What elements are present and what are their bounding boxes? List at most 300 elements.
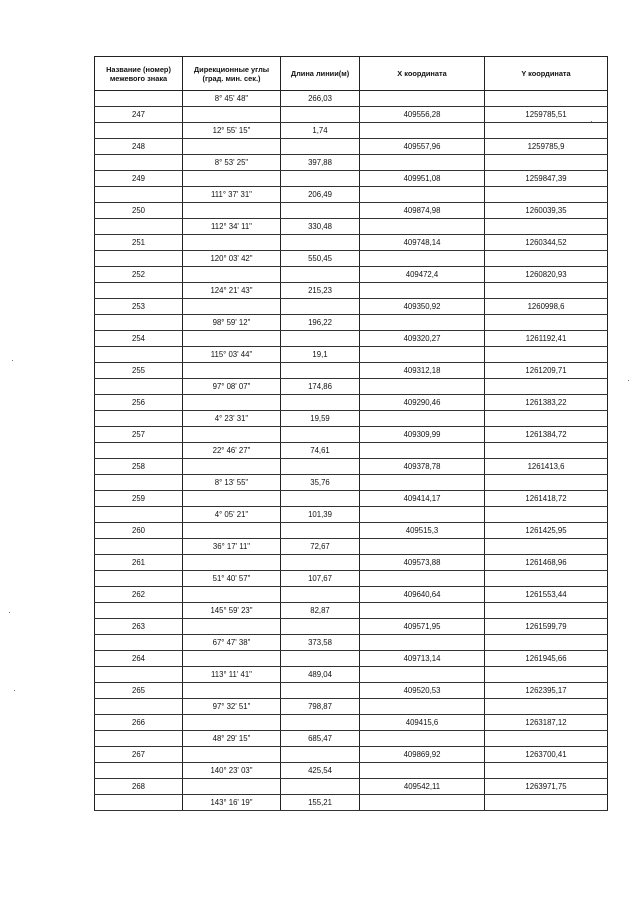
segment-bearing-text: 8° 13' 55": [214, 478, 249, 487]
mark-y-coordinate-text: 1261468,96: [525, 558, 567, 567]
mark-x-coordinate-text: 409713,14: [403, 654, 441, 663]
segment-name-empty: [95, 443, 183, 459]
segment-length: [281, 603, 360, 619]
segment-name-empty: [95, 475, 183, 491]
mark-y-coordinate-text: 1261418,72: [525, 494, 567, 503]
segment-row: [95, 187, 608, 203]
segment-x-empty: [360, 539, 485, 555]
segment-row: [95, 763, 608, 779]
mark-x-coordinate-text: 409378,78: [403, 462, 441, 471]
mark-x-coordinate: [360, 427, 485, 443]
mark-bearing-empty: [183, 651, 281, 667]
mark-row: [95, 139, 608, 155]
segment-row: [95, 731, 608, 747]
mark-name-text: 248: [131, 142, 145, 151]
segment-bearing-text: 4° 23' 31": [214, 414, 249, 423]
mark-name: [95, 427, 183, 443]
mark-x-coordinate-text: 409515,3: [405, 526, 439, 535]
segment-x-empty: [360, 635, 485, 651]
mark-x-coordinate-text: 409290,46: [403, 398, 441, 407]
header-bearing: [183, 57, 281, 91]
mark-y-coordinate-text: 1260039,35: [525, 206, 567, 215]
mark-name-text: 261: [131, 558, 145, 567]
mark-name-text: 249: [131, 174, 145, 183]
segment-bearing: [183, 187, 281, 203]
segment-y-empty: [485, 635, 608, 651]
mark-x-coordinate: [360, 203, 485, 219]
mark-length-empty: [281, 395, 360, 411]
segment-length: [281, 475, 360, 491]
mark-row: [95, 171, 608, 187]
segment-bearing: [183, 699, 281, 715]
segment-bearing-text: 115° 03' 44": [210, 350, 253, 359]
header-mark-name-line1: Название (номер): [106, 64, 171, 74]
mark-x-coordinate: [360, 523, 485, 539]
mark-bearing-empty: [183, 395, 281, 411]
mark-bearing-empty: [183, 299, 281, 315]
segment-y-empty: [485, 315, 608, 331]
mark-y-coordinate: [485, 715, 608, 731]
mark-y-coordinate-text: 1263187,12: [525, 718, 567, 727]
segment-length: [281, 123, 360, 139]
segment-row: [95, 507, 608, 523]
segment-y-empty: [485, 795, 608, 811]
segment-y-cell: [485, 91, 608, 107]
mark-name-text: 264: [131, 654, 145, 663]
segment-bearing: [183, 155, 281, 171]
segment-x-empty: [360, 411, 485, 427]
segment-row: [95, 539, 608, 555]
segment-name-empty: [95, 699, 183, 715]
segment-length: [281, 187, 360, 203]
segment-y-empty: [485, 347, 608, 363]
segment-bearing: [183, 219, 281, 235]
mark-row: [95, 363, 608, 379]
mark-x-coordinate-text: 409414,17: [403, 494, 441, 503]
segment-y-empty: [485, 699, 608, 715]
mark-length-empty: [281, 363, 360, 379]
mark-y-coordinate: [485, 139, 608, 155]
mark-y-coordinate-text: 1260344,52: [525, 238, 567, 247]
segment-length-text: 489,04: [308, 670, 332, 679]
mark-row: [95, 427, 608, 443]
segment-y-empty: [485, 219, 608, 235]
segment-length: [281, 443, 360, 459]
mark-bearing-empty: [183, 523, 281, 539]
segment-length-text: 82,87: [310, 606, 330, 615]
mark-y-coordinate: [485, 235, 608, 251]
segment-length-text: 330,48: [308, 222, 332, 231]
segment-x-cell: [360, 91, 485, 107]
mark-y-coordinate: [485, 331, 608, 347]
mark-bearing-empty: [183, 363, 281, 379]
mark-row: [95, 267, 608, 283]
mark-y-coordinate-text: 1260998,6: [527, 302, 565, 311]
segment-row: [95, 91, 608, 107]
segment-name-empty: [95, 731, 183, 747]
segment-length: [281, 571, 360, 587]
segment-bearing: [183, 411, 281, 427]
segment-name-empty: [95, 571, 183, 587]
segment-bearing-text: 145° 59' 23": [210, 606, 253, 615]
mark-x-coordinate-text: 409556,28: [403, 110, 441, 119]
mark-length-empty: [281, 619, 360, 635]
segment-x-empty: [360, 667, 485, 683]
mark-length-empty: [281, 683, 360, 699]
mark-length-empty: [281, 491, 360, 507]
mark-bearing-empty: [183, 235, 281, 251]
mark-length-empty: [281, 715, 360, 731]
mark-length-empty: [281, 139, 360, 155]
segment-row: [95, 699, 608, 715]
segment-bearing-text: 97° 32' 51": [212, 702, 251, 711]
mark-row: [95, 715, 608, 731]
mark-y-coordinate: [485, 683, 608, 699]
segment-length: [281, 507, 360, 523]
mark-bearing-empty: [183, 203, 281, 219]
mark-y-coordinate-text: 1261413,6: [527, 462, 565, 471]
segment-length: [281, 411, 360, 427]
mark-length-empty: [281, 203, 360, 219]
mark-name-text: 259: [131, 494, 145, 503]
mark-bearing-empty: [183, 779, 281, 795]
segment-y-empty: [485, 443, 608, 459]
mark-row: [95, 523, 608, 539]
segment-name-empty: [95, 283, 183, 299]
mark-name-text: 267: [131, 750, 145, 759]
mark-row: [95, 395, 608, 411]
segment-length-text: 550,45: [308, 254, 332, 263]
mark-x-coordinate-text: 409415,6: [405, 718, 439, 727]
mark-row: [95, 299, 608, 315]
segment-row: [95, 635, 608, 651]
segment-bearing-text: 98° 59' 12": [212, 318, 251, 327]
mark-name-text: 247: [131, 110, 145, 119]
header-x-coordinate: X координата: [360, 57, 485, 91]
segment-length-text: 373,58: [308, 638, 332, 647]
mark-y-coordinate: [485, 491, 608, 507]
mark-x-coordinate: [360, 299, 485, 315]
segment-bearing: [183, 283, 281, 299]
segment-name-empty: [95, 763, 183, 779]
mark-name-text: 252: [131, 270, 145, 279]
mark-y-coordinate-text: 1263700,41: [525, 750, 567, 759]
mark-name-text: 250: [131, 206, 145, 215]
header-mark-name-line2: межевого знака: [109, 73, 168, 83]
segment-x-empty: [360, 315, 485, 331]
segment-bearing-text: 67° 47' 38": [212, 638, 251, 647]
mark-y-coordinate-text: 1263971,75: [525, 782, 567, 791]
segment-x-empty: [360, 731, 485, 747]
mark-name: [95, 779, 183, 795]
mark-length-empty: [281, 523, 360, 539]
mark-name-text: 257: [131, 430, 145, 439]
mark-y-coordinate: [485, 267, 608, 283]
segment-name-empty: [95, 411, 183, 427]
segment-name-empty: [95, 347, 183, 363]
segment-length-text: 72,67: [310, 542, 330, 551]
mark-x-coordinate: [360, 363, 485, 379]
mark-name: [95, 139, 183, 155]
boundary-coordinates-sheet: [94, 56, 607, 811]
segment-name-empty: [95, 155, 183, 171]
segment-y-empty: [485, 475, 608, 491]
segment-row: [95, 603, 608, 619]
segment-name-cell: [95, 91, 183, 107]
mark-y-coordinate-text: 1261553,44: [525, 590, 567, 599]
mark-x-coordinate: [360, 171, 485, 187]
segment-y-empty: [485, 411, 608, 427]
segment-length: [281, 731, 360, 747]
mark-y-coordinate: [485, 395, 608, 411]
segment-bearing-text: 48° 29' 15": [212, 734, 251, 743]
segment-name-empty: [95, 795, 183, 811]
segment-length-text: 101,39: [308, 510, 332, 519]
scan-speck: [9, 612, 10, 613]
mark-bearing-empty: [183, 331, 281, 347]
mark-x-coordinate: [360, 779, 485, 795]
segment-bearing: [183, 123, 281, 139]
mark-row: [95, 619, 608, 635]
mark-name-text: 254: [131, 334, 145, 343]
mark-x-coordinate: [360, 331, 485, 347]
segment-row: [95, 315, 608, 331]
segment-length-text: 798,87: [308, 702, 332, 711]
mark-y-coordinate: [485, 619, 608, 635]
segment-bearing-text: 97° 08' 07": [212, 382, 251, 391]
segment-row: [95, 123, 608, 139]
header-bearing-line2: (град. мин. сек.): [202, 73, 261, 83]
mark-x-coordinate-text: 409350,92: [403, 302, 441, 311]
header-row: [95, 57, 608, 91]
segment-length: [281, 635, 360, 651]
mark-name-text: 255: [131, 366, 145, 375]
mark-row: [95, 107, 608, 123]
segment-x-empty: [360, 187, 485, 203]
segment-length: [281, 315, 360, 331]
segment-length: [281, 283, 360, 299]
segment-x-empty: [360, 251, 485, 267]
mark-x-coordinate: [360, 235, 485, 251]
mark-x-coordinate-text: 409869,92: [403, 750, 441, 759]
mark-bearing-empty: [183, 107, 281, 123]
segment-x-empty: [360, 475, 485, 491]
segment-name-empty: [95, 539, 183, 555]
mark-length-empty: [281, 235, 360, 251]
mark-length-empty: [281, 427, 360, 443]
mark-y-coordinate-text: 1259785,51: [525, 110, 567, 119]
mark-name: [95, 555, 183, 571]
mark-name-text: 258: [131, 462, 145, 471]
mark-y-coordinate: [485, 107, 608, 123]
segment-bearing: [183, 347, 281, 363]
segment-length-text: 107,67: [308, 574, 332, 583]
segment-y-empty: [485, 123, 608, 139]
mark-y-coordinate-text: 1259847,39: [525, 174, 567, 183]
segment-x-empty: [360, 347, 485, 363]
mark-name: [95, 363, 183, 379]
mark-x-coordinate-text: 409557,96: [403, 142, 441, 151]
segment-row: [95, 155, 608, 171]
mark-y-coordinate: [485, 779, 608, 795]
mark-x-coordinate: [360, 491, 485, 507]
mark-row: [95, 779, 608, 795]
mark-y-coordinate: [485, 171, 608, 187]
segment-bearing: [183, 539, 281, 555]
segment-name-empty: [95, 315, 183, 331]
mark-x-coordinate: [360, 747, 485, 763]
mark-y-coordinate: [485, 299, 608, 315]
mark-x-coordinate: [360, 683, 485, 699]
mark-length-empty: [281, 651, 360, 667]
mark-x-coordinate-text: 409640,64: [403, 590, 441, 599]
segment-y-empty: [485, 731, 608, 747]
segment-y-empty: [485, 571, 608, 587]
mark-bearing-empty: [183, 171, 281, 187]
mark-bearing-empty: [183, 267, 281, 283]
segment-row: [95, 379, 608, 395]
segment-name-empty: [95, 219, 183, 235]
scan-speck: [14, 690, 15, 691]
mark-length-empty: [281, 459, 360, 475]
mark-row: [95, 203, 608, 219]
mark-bearing-empty: [183, 747, 281, 763]
mark-x-coordinate-text: 409472,4: [405, 270, 439, 279]
segment-y-empty: [485, 379, 608, 395]
segment-length: [281, 155, 360, 171]
segment-bearing-text: 8° 53' 25": [214, 158, 249, 167]
mark-x-coordinate-text: 409320,27: [403, 334, 441, 343]
segment-bearing: [183, 475, 281, 491]
segment-x-empty: [360, 795, 485, 811]
mark-bearing-empty: [183, 683, 281, 699]
mark-row: [95, 747, 608, 763]
table-header: [95, 57, 608, 91]
segment-bearing: [183, 603, 281, 619]
mark-name-text: 266: [131, 718, 145, 727]
segment-length-text: 35,76: [310, 478, 330, 487]
mark-bearing-empty: [183, 427, 281, 443]
mark-name: [95, 267, 183, 283]
mark-name: [95, 171, 183, 187]
header-bearing-line1: Дирекционные углы: [193, 64, 270, 74]
mark-name: [95, 587, 183, 603]
mark-name: [95, 395, 183, 411]
segment-bearing: [183, 315, 281, 331]
segment-length-text: 215,23: [308, 286, 332, 295]
segment-length-text: 74,61: [310, 446, 330, 455]
table-body: [95, 91, 608, 811]
segment-length-text: 1,74: [312, 126, 328, 135]
mark-y-coordinate: [485, 203, 608, 219]
mark-y-coordinate: [485, 363, 608, 379]
segment-x-empty: [360, 155, 485, 171]
mark-length-empty: [281, 331, 360, 347]
segment-row: [95, 571, 608, 587]
mark-name-text: 251: [131, 238, 145, 247]
mark-y-coordinate: [485, 427, 608, 443]
mark-name-text: 253: [131, 302, 145, 311]
mark-y-coordinate-text: 1261384,72: [525, 430, 567, 439]
segment-bearing: [183, 379, 281, 395]
mark-length-empty: [281, 171, 360, 187]
mark-name: [95, 299, 183, 315]
segment-row: [95, 475, 608, 491]
mark-x-coordinate: [360, 107, 485, 123]
segment-bearing: 8° 45' 48": [183, 91, 281, 107]
segment-length: [281, 219, 360, 235]
scan-speck: [628, 380, 629, 381]
segment-y-empty: [485, 187, 608, 203]
segment-name-empty: [95, 379, 183, 395]
mark-bearing-empty: [183, 587, 281, 603]
boundary-marks-table: [94, 56, 608, 811]
mark-x-coordinate-text: 409309,99: [403, 430, 441, 439]
mark-x-coordinate: [360, 395, 485, 411]
mark-x-coordinate: [360, 587, 485, 603]
segment-length: [281, 379, 360, 395]
mark-y-coordinate-text: 1261192,41: [525, 334, 567, 343]
mark-row: [95, 491, 608, 507]
mark-row: [95, 555, 608, 571]
segment-x-empty: [360, 507, 485, 523]
mark-y-coordinate-text: 1259785,9: [527, 142, 565, 151]
mark-name-text: 256: [131, 398, 145, 407]
mark-y-coordinate: [485, 587, 608, 603]
segment-row: [95, 347, 608, 363]
mark-length-empty: [281, 267, 360, 283]
segment-bearing-text: 51° 40' 57": [212, 574, 251, 583]
segment-bearing-text: 111° 37' 31": [211, 190, 252, 199]
mark-name: [95, 491, 183, 507]
mark-y-coordinate-text: 1262395,17: [525, 686, 567, 695]
mark-length-empty: [281, 555, 360, 571]
mark-row: [95, 235, 608, 251]
mark-x-coordinate: [360, 555, 485, 571]
segment-y-empty: [485, 603, 608, 619]
mark-name: [95, 683, 183, 699]
segment-x-empty: [360, 379, 485, 395]
segment-bearing-text: 124° 21' 43": [210, 286, 253, 295]
mark-row: [95, 587, 608, 603]
segment-x-empty: [360, 283, 485, 299]
segment-row: [95, 283, 608, 299]
segment-row: [95, 795, 608, 811]
mark-name-text: 263: [131, 622, 145, 631]
mark-name-text: 260: [131, 526, 145, 535]
segment-length-text: 155,21: [308, 798, 332, 807]
mark-bearing-empty: [183, 491, 281, 507]
mark-x-coordinate: [360, 715, 485, 731]
scan-speck: [591, 121, 592, 122]
mark-row: [95, 331, 608, 347]
segment-bearing: [183, 731, 281, 747]
segment-y-empty: [485, 539, 608, 555]
segment-bearing: [183, 251, 281, 267]
segment-name-empty: [95, 507, 183, 523]
mark-y-coordinate: [485, 747, 608, 763]
mark-name: [95, 203, 183, 219]
segment-length: [281, 347, 360, 363]
mark-bearing-empty: [183, 459, 281, 475]
mark-x-coordinate-text: 409573,88: [403, 558, 441, 567]
segment-name-empty: [95, 667, 183, 683]
segment-x-empty: [360, 699, 485, 715]
mark-x-coordinate: [360, 651, 485, 667]
mark-name: [95, 523, 183, 539]
segment-length: [281, 539, 360, 555]
mark-row: [95, 683, 608, 699]
